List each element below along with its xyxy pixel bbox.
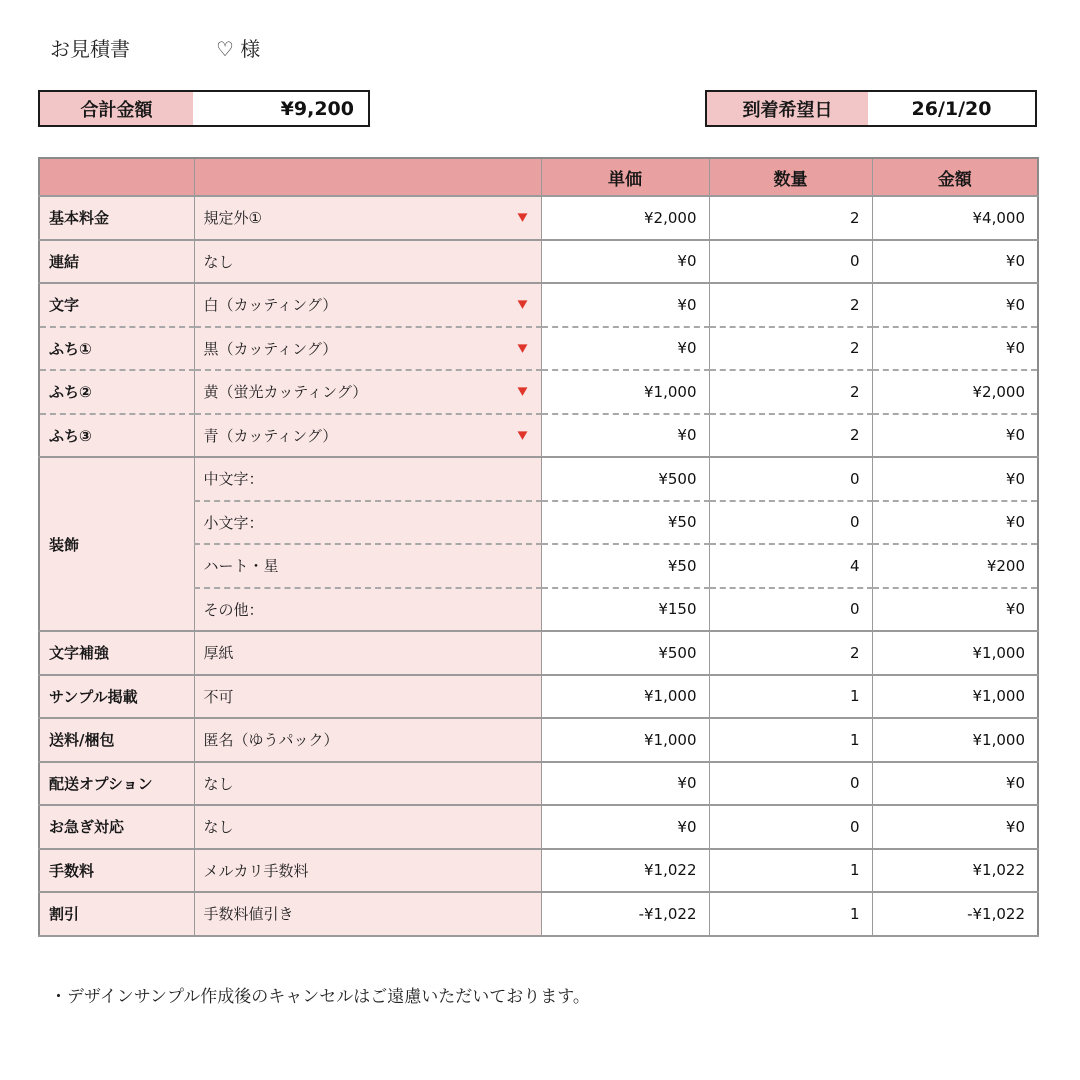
item-label: 文字補強 (39, 631, 194, 675)
item-description-text: 小文字： (203, 513, 264, 532)
item-description (204, 903, 528, 924)
item-description (204, 816, 528, 837)
table-row (39, 762, 1038, 806)
amount-cell: ¥0 (872, 501, 1038, 545)
quantity-cell: 2 (709, 283, 872, 327)
unit-price-cell: ¥50 (541, 544, 709, 588)
table-row (39, 370, 1038, 414)
unit-price-cell: ¥0 (541, 805, 709, 849)
quantity-cell: 0 (709, 762, 872, 806)
amount-cell: ¥4,000 (872, 196, 1038, 240)
summary-row (38, 90, 1037, 127)
item-label: 連結 (39, 240, 194, 284)
item-label: サンプル掲載 (39, 675, 194, 719)
item-description-cell (194, 849, 541, 893)
item-description-text: 手数料値引き (203, 905, 294, 924)
item-description (204, 468, 528, 489)
amount-cell: ¥0 (872, 762, 1038, 806)
item-description-cell (194, 240, 541, 284)
amount-cell: ¥1,000 (872, 631, 1038, 675)
item-description (204, 251, 528, 272)
amount-cell: ¥0 (872, 457, 1038, 501)
unit-price-cell: ¥1,000 (541, 675, 709, 719)
item-description (204, 207, 528, 228)
total-amount-label: 合計金額 (40, 92, 193, 125)
item-description-cell[interactable] (194, 327, 541, 371)
table-row (39, 805, 1038, 849)
unit-price-cell: ¥500 (541, 457, 709, 501)
item-description (204, 686, 528, 707)
amount-cell: ¥0 (872, 805, 1038, 849)
table-row (39, 283, 1038, 327)
quantity-cell: 2 (709, 370, 872, 414)
quantity-cell: 0 (709, 501, 872, 545)
item-description-cell (194, 544, 541, 588)
item-label: 割引 (39, 892, 194, 936)
unit-price-cell: ¥150 (541, 588, 709, 632)
amount-cell: ¥0 (872, 414, 1038, 458)
table-row (39, 196, 1038, 240)
page-title: お見積書 (50, 37, 130, 61)
amount-cell: ¥0 (872, 327, 1038, 371)
table-header-row (39, 158, 1038, 196)
item-description-cell (194, 675, 541, 719)
dropdown-arrow-icon[interactable]: ▼ (517, 298, 528, 312)
table-row (39, 414, 1038, 458)
item-label: 基本料金 (39, 196, 194, 240)
arrival-date-box (705, 90, 1037, 127)
table-row (39, 718, 1038, 762)
item-description-cell[interactable] (194, 283, 541, 327)
total-amount-box (38, 90, 370, 127)
total-amount-value: ¥9,200 (280, 97, 354, 120)
amount-cell: ¥1,022 (872, 849, 1038, 893)
item-label: 送料/梱包 (39, 718, 194, 762)
quantity-cell: 0 (709, 588, 872, 632)
item-label: ふち② (39, 370, 194, 414)
item-label: 配送オプション (39, 762, 194, 806)
amount-cell: ¥0 (872, 283, 1038, 327)
unit-price-cell: ¥0 (541, 327, 709, 371)
item-description-cell (194, 501, 541, 545)
unit-price-cell: -¥1,022 (541, 892, 709, 936)
amount-cell: ¥0 (872, 588, 1038, 632)
amount-cell: ¥2,000 (872, 370, 1038, 414)
item-label: 手数料 (39, 849, 194, 893)
unit-price-cell: ¥50 (541, 501, 709, 545)
item-description-cell (194, 588, 541, 632)
table-row (39, 892, 1038, 936)
dropdown-arrow-icon[interactable]: ▼ (517, 341, 528, 355)
quantity-cell: 1 (709, 849, 872, 893)
estimate-table (38, 157, 1039, 937)
amount-cell: ¥0 (872, 240, 1038, 284)
item-description-text: 匿名（ゆうパック） (203, 731, 339, 750)
unit-price-cell: ¥0 (541, 240, 709, 284)
dropdown-arrow-icon[interactable]: ▼ (517, 428, 528, 442)
item-label: お急ぎ対応 (39, 805, 194, 849)
table-row (39, 675, 1038, 719)
item-label: 装飾 (39, 457, 194, 631)
item-label: 文字 (39, 283, 194, 327)
item-description (204, 860, 528, 881)
quantity-cell: 1 (709, 892, 872, 936)
item-description-text: 中文字： (203, 470, 264, 489)
document-header (50, 33, 260, 62)
item-description-text: メルカリ手数料 (203, 861, 309, 880)
item-description-text: 黒（カッティング） (203, 339, 338, 358)
amount-cell: ¥1,000 (872, 718, 1038, 762)
table-row (39, 631, 1038, 675)
item-description-text: 規定外① (203, 209, 262, 228)
item-description-cell (194, 457, 541, 501)
quantity-cell: 2 (709, 327, 872, 371)
arrival-date-label: 到着希望日 (707, 92, 868, 125)
unit-price-cell: ¥1,022 (541, 849, 709, 893)
table-row (39, 327, 1038, 371)
quantity-cell: 2 (709, 196, 872, 240)
quantity-cell: 2 (709, 414, 872, 458)
quantity-cell: 1 (709, 718, 872, 762)
header-unit-price: 単価 (541, 158, 709, 196)
item-description-cell (194, 805, 541, 849)
unit-price-cell: ¥2,000 (541, 196, 709, 240)
quantity-cell: 4 (709, 544, 872, 588)
item-description-text: 黄（蛍光カッティング） (203, 383, 368, 402)
item-description (204, 642, 528, 663)
item-description-text: 青（カッティング） (203, 426, 338, 445)
item-description-cell (194, 762, 541, 806)
table-row (39, 849, 1038, 893)
item-description-cell[interactable] (194, 370, 541, 414)
quantity-cell: 0 (709, 240, 872, 284)
item-description (204, 381, 528, 402)
amount-cell: -¥1,022 (872, 892, 1038, 936)
quantity-cell: 2 (709, 631, 872, 675)
item-label: ふち① (39, 327, 194, 371)
header-quantity: 数量 (709, 158, 872, 196)
item-description-text: 厚紙 (203, 644, 234, 663)
header-description-column (194, 158, 541, 196)
item-description-cell (194, 718, 541, 762)
item-description-text: 白（カッティング） (203, 296, 338, 315)
item-description (204, 294, 528, 315)
dropdown-arrow-icon[interactable]: ▼ (517, 385, 528, 399)
unit-price-cell: ¥1,000 (541, 370, 709, 414)
header-item-column (39, 158, 194, 196)
table-row (39, 240, 1038, 284)
item-description-text: なし (203, 252, 234, 271)
customer-name: ♡ 様 (216, 37, 261, 61)
quantity-cell: 1 (709, 675, 872, 719)
item-description (204, 773, 528, 794)
item-description-text: なし (203, 774, 234, 793)
amount-cell: ¥1,000 (872, 675, 1038, 719)
unit-price-cell: ¥0 (541, 762, 709, 806)
amount-cell: ¥200 (872, 544, 1038, 588)
item-description (204, 555, 528, 576)
item-description-cell (194, 631, 541, 675)
unit-price-cell: ¥500 (541, 631, 709, 675)
item-description-cell[interactable] (194, 196, 541, 240)
arrival-date-value: 26/1/20 (911, 97, 992, 120)
dropdown-arrow-icon[interactable]: ▼ (517, 211, 528, 225)
item-description-text: なし (203, 818, 234, 837)
item-description (204, 599, 528, 620)
item-description (204, 425, 528, 446)
item-description-text: 不可 (203, 687, 234, 706)
item-description-cell[interactable] (194, 414, 541, 458)
quantity-cell: 0 (709, 457, 872, 501)
item-label: ふち③ (39, 414, 194, 458)
quantity-cell: 0 (709, 805, 872, 849)
item-description (204, 338, 528, 359)
unit-price-cell: ¥0 (541, 283, 709, 327)
item-description (204, 512, 528, 533)
footer-note: ・デザインサンプル作成後のキャンセルはご遠慮いただいております。 (50, 987, 590, 1007)
unit-price-cell: ¥0 (541, 414, 709, 458)
unit-price-cell: ¥1,000 (541, 718, 709, 762)
header-amount: 金額 (872, 158, 1038, 196)
table-row (39, 457, 1038, 501)
item-description (204, 729, 528, 750)
item-description-text: ハート・星 (203, 557, 279, 576)
item-description-cell (194, 892, 541, 936)
item-description-text: その他： (203, 600, 264, 619)
